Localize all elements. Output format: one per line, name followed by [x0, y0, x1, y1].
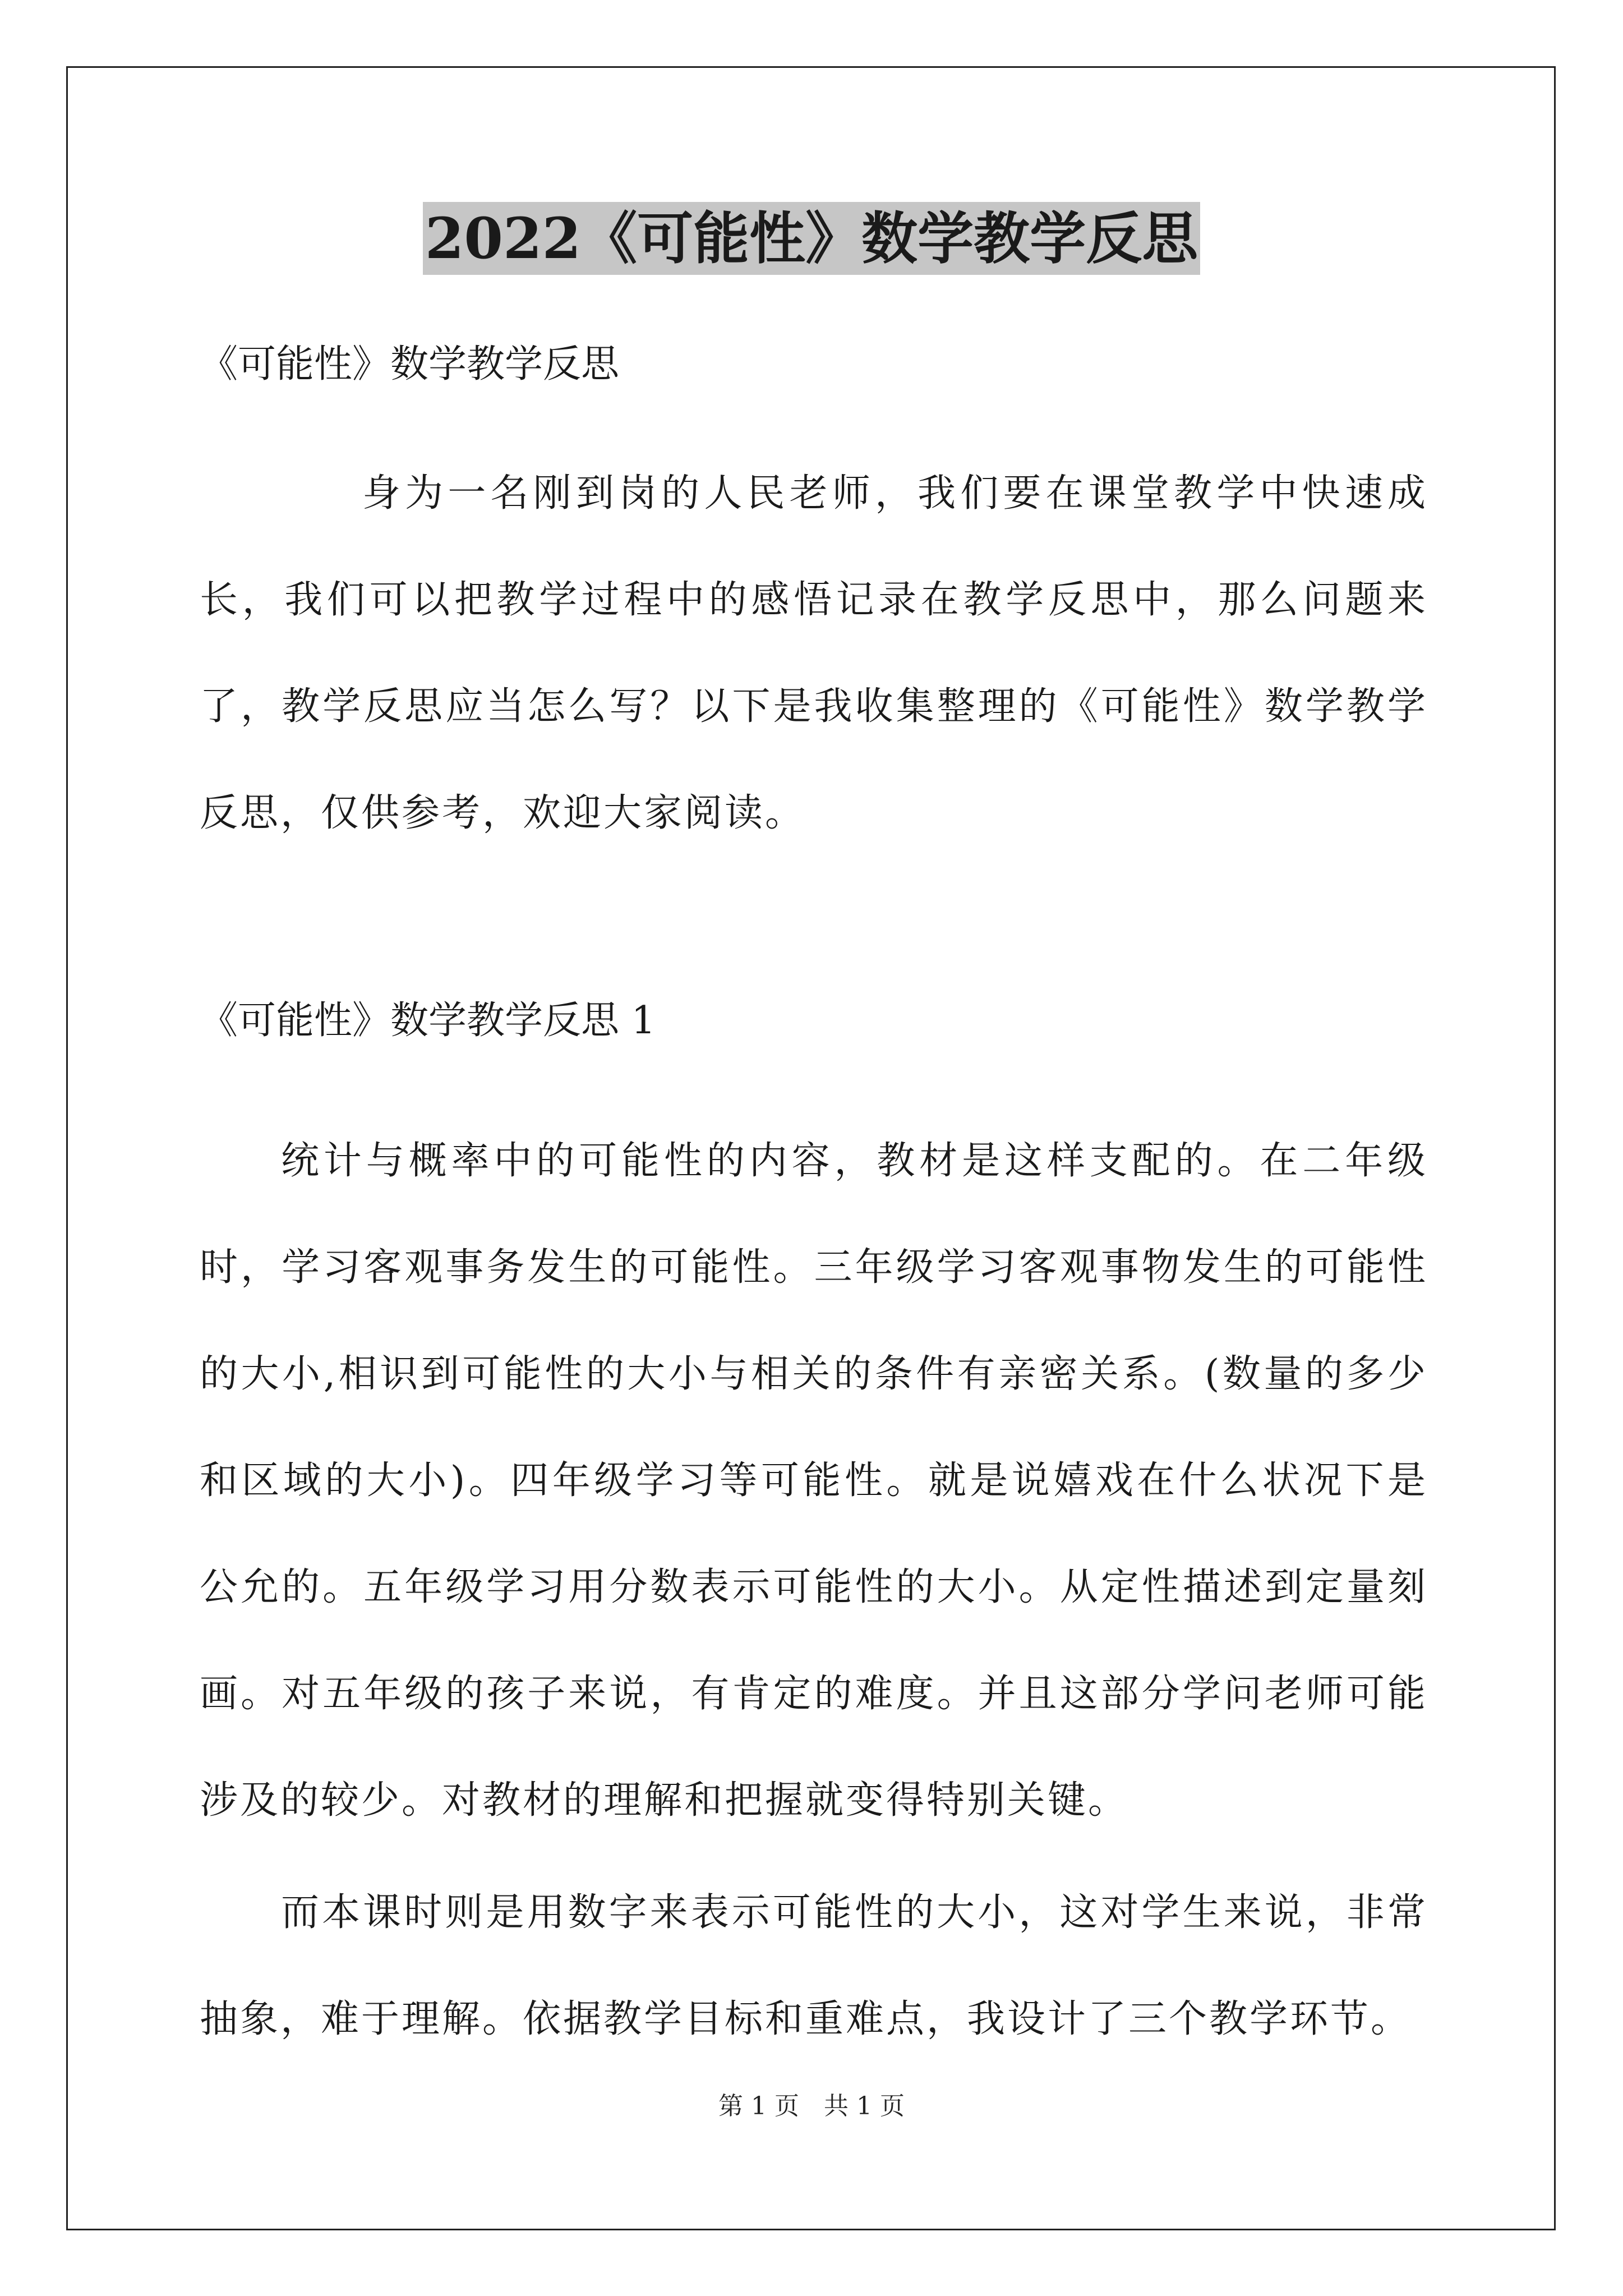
- page-footer: 第 1 页 共 1 页: [718, 2092, 905, 2120]
- document-title: [0, 199, 1623, 278]
- document-body: [200, 342, 1428, 2073]
- intro-paragraph: 身为一名刚到岗的人民老师，我们要在课堂教学中快速成长，我们可以把教学过程中的感悟记录在教学反思中，那么问题来了，教学反思应当怎么写？以下是我收集整理的《可能性》数学教学反思，仅供参考，欢迎大家阅读。: [200, 471, 1428, 835]
- body-paragraph: 而本课时则是用数字来表示可能性的大小，这对学生来说，非常抽象，难于理解。依据教学目标和重难点，我设计了三个教学环节。: [200, 1890, 1428, 2041]
- section-heading: 《可能性》数学教学反思 1: [200, 999, 656, 1043]
- document-title-text: 2022《可能性》数学教学反思: [423, 202, 1200, 275]
- document-subtitle: 《可能性》数学教学反思: [200, 342, 620, 386]
- body-paragraph: 统计与概率中的可能性的内容，教材是这样支配的。在二年级时，学习客观事务发生的可能性。三年级学习客观事物发生的可能性的大小,相识到可能性的大小与相关的条件有亲密关系。(数量的多少和区域的大小)。四年级学习等可能性。就是说嬉戏在什么状况下是公允的。五年级学习用分数表示可能性的大小。从定性描述到定量刻画。对五年级的孩子来说，有肯定的难度。并且这部分学问老师可能涉及的较少。对教材的理解和把握就变得特别关键。: [200, 1139, 1428, 1823]
